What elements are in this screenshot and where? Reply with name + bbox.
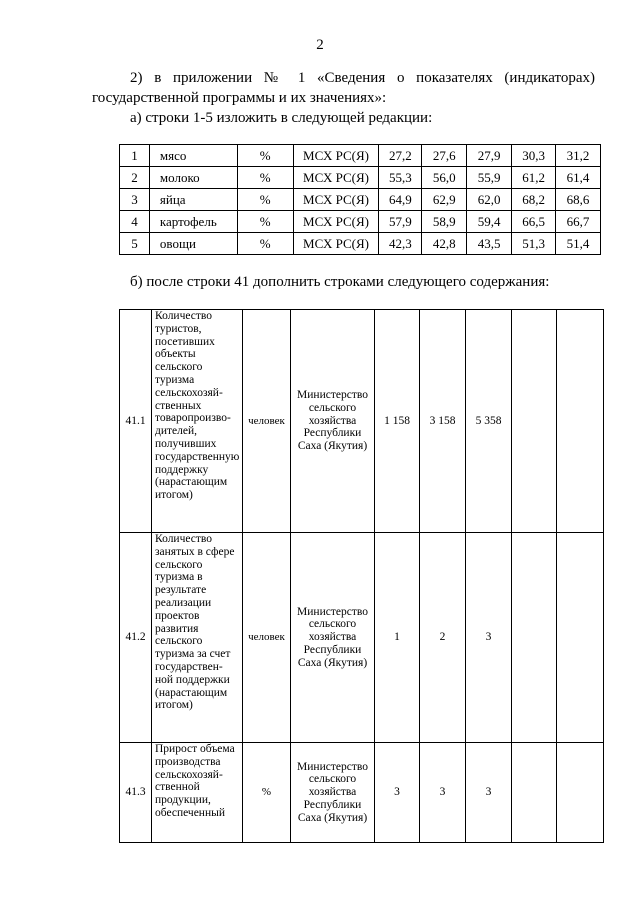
indicator-name: Количество занятых в сфере сельского туризма в результате реализации проектов развития сельского туризма за счет государствен- ной поддержки (нарастающим итогом) xyxy=(152,533,243,743)
table-row xyxy=(120,743,604,843)
row-number: 3 xyxy=(120,189,150,211)
row-number: 4 xyxy=(120,211,150,233)
value-cell: 57,9 xyxy=(379,211,422,233)
value-cell: 3 xyxy=(375,743,420,843)
organization-cell: Министерство сельского хозяйства Республики Саха (Якутия) xyxy=(291,743,375,843)
table-row xyxy=(120,211,601,233)
row-number: 2 xyxy=(120,167,150,189)
indicator-name: мясо xyxy=(149,145,237,167)
value-cell: 3 158 xyxy=(420,310,466,533)
value-cell: 55,9 xyxy=(467,167,512,189)
value-cell: 66,5 xyxy=(512,211,556,233)
value-cell xyxy=(557,533,604,743)
unit-cell: % xyxy=(237,189,293,211)
indicator-name: Прирост объема производства сельскохозяй- ственной продукции, обеспеченный xyxy=(152,743,243,843)
value-cell xyxy=(557,743,604,843)
organization-cell: МСХ РС(Я) xyxy=(293,145,379,167)
value-cell: 42,3 xyxy=(379,233,422,255)
value-cell: 3 xyxy=(466,533,512,743)
value-cell: 62,9 xyxy=(422,189,467,211)
value-cell: 61,4 xyxy=(556,167,601,189)
value-cell: 1 xyxy=(375,533,420,743)
row-number: 1 xyxy=(120,145,150,167)
value-cell: 43,5 xyxy=(467,233,512,255)
value-cell xyxy=(512,310,557,533)
unit-cell: % xyxy=(243,743,291,843)
table-row xyxy=(120,233,601,255)
value-cell: 3 xyxy=(466,743,512,843)
table-row xyxy=(120,167,601,189)
unit-cell: человек xyxy=(243,310,291,533)
value-cell: 55,3 xyxy=(379,167,422,189)
indicator-name: Количество туристов, посетивших объекты сельского туризма сельскохозяй- ственных товаропроизво- дителей, получивших государственную поддержку (нарастающим итогом) xyxy=(152,310,243,533)
value-cell: 68,6 xyxy=(556,189,601,211)
unit-cell: человек xyxy=(243,533,291,743)
page-number: 2 xyxy=(316,37,324,53)
value-cell: 27,6 xyxy=(422,145,467,167)
table2-body xyxy=(120,310,604,843)
paragraph-a: а) строки 1-5 изложить в следующей редакции: xyxy=(130,110,433,126)
organization-cell: Министерство сельского хозяйства Республики Саха (Якутия) xyxy=(291,533,375,743)
value-cell: 1 158 xyxy=(375,310,420,533)
value-cell: 3 xyxy=(420,743,466,843)
value-cell: 59,4 xyxy=(467,211,512,233)
value-cell: 64,9 xyxy=(379,189,422,211)
value-cell: 56,0 xyxy=(422,167,467,189)
value-cell: 51,3 xyxy=(512,233,556,255)
value-cell: 5 358 xyxy=(466,310,512,533)
paragraph-b: б) после строки 41 дополнить строками следующего содержания: xyxy=(130,274,550,290)
value-cell xyxy=(512,743,557,843)
value-cell: 30,3 xyxy=(512,145,556,167)
value-cell: 42,8 xyxy=(422,233,467,255)
unit-cell: % xyxy=(237,167,293,189)
value-cell: 66,7 xyxy=(556,211,601,233)
indicator-name: молоко xyxy=(149,167,237,189)
value-cell: 51,4 xyxy=(556,233,601,255)
row-number: 41.2 xyxy=(120,533,152,743)
table-row xyxy=(120,145,601,167)
organization-cell: МСХ РС(Я) xyxy=(293,211,379,233)
unit-cell: % xyxy=(237,145,293,167)
table1-body xyxy=(120,145,601,255)
organization-cell: Министерство сельского хозяйства Республики Саха (Якутия) xyxy=(291,310,375,533)
value-cell: 68,2 xyxy=(512,189,556,211)
indicator-name: овощи xyxy=(149,233,237,255)
value-cell: 27,9 xyxy=(467,145,512,167)
indicators-table-rows-1-5 xyxy=(119,144,601,255)
indicator-name: картофель xyxy=(149,211,237,233)
value-cell: 58,9 xyxy=(422,211,467,233)
paragraph-appendix-change: 2) в приложении № 1 «Сведения о показателях (индикаторах) государственной программы и их значениях»: xyxy=(92,70,595,106)
table-row xyxy=(120,533,604,743)
table-row xyxy=(120,189,601,211)
unit-cell: % xyxy=(237,233,293,255)
indicators-table-rows-41 xyxy=(119,309,604,843)
organization-cell: МСХ РС(Я) xyxy=(293,233,379,255)
unit-cell: % xyxy=(237,211,293,233)
organization-cell: МСХ РС(Я) xyxy=(293,189,379,211)
value-cell: 2 xyxy=(420,533,466,743)
value-cell: 31,2 xyxy=(556,145,601,167)
value-cell: 27,2 xyxy=(379,145,422,167)
organization-cell: МСХ РС(Я) xyxy=(293,167,379,189)
table-row xyxy=(120,310,604,533)
row-number: 5 xyxy=(120,233,150,255)
value-cell xyxy=(512,533,557,743)
value-cell: 61,2 xyxy=(512,167,556,189)
row-number: 41.1 xyxy=(120,310,152,533)
value-cell xyxy=(557,310,604,533)
indicator-name: яйца xyxy=(149,189,237,211)
value-cell: 62,0 xyxy=(467,189,512,211)
row-number: 41.3 xyxy=(120,743,152,843)
